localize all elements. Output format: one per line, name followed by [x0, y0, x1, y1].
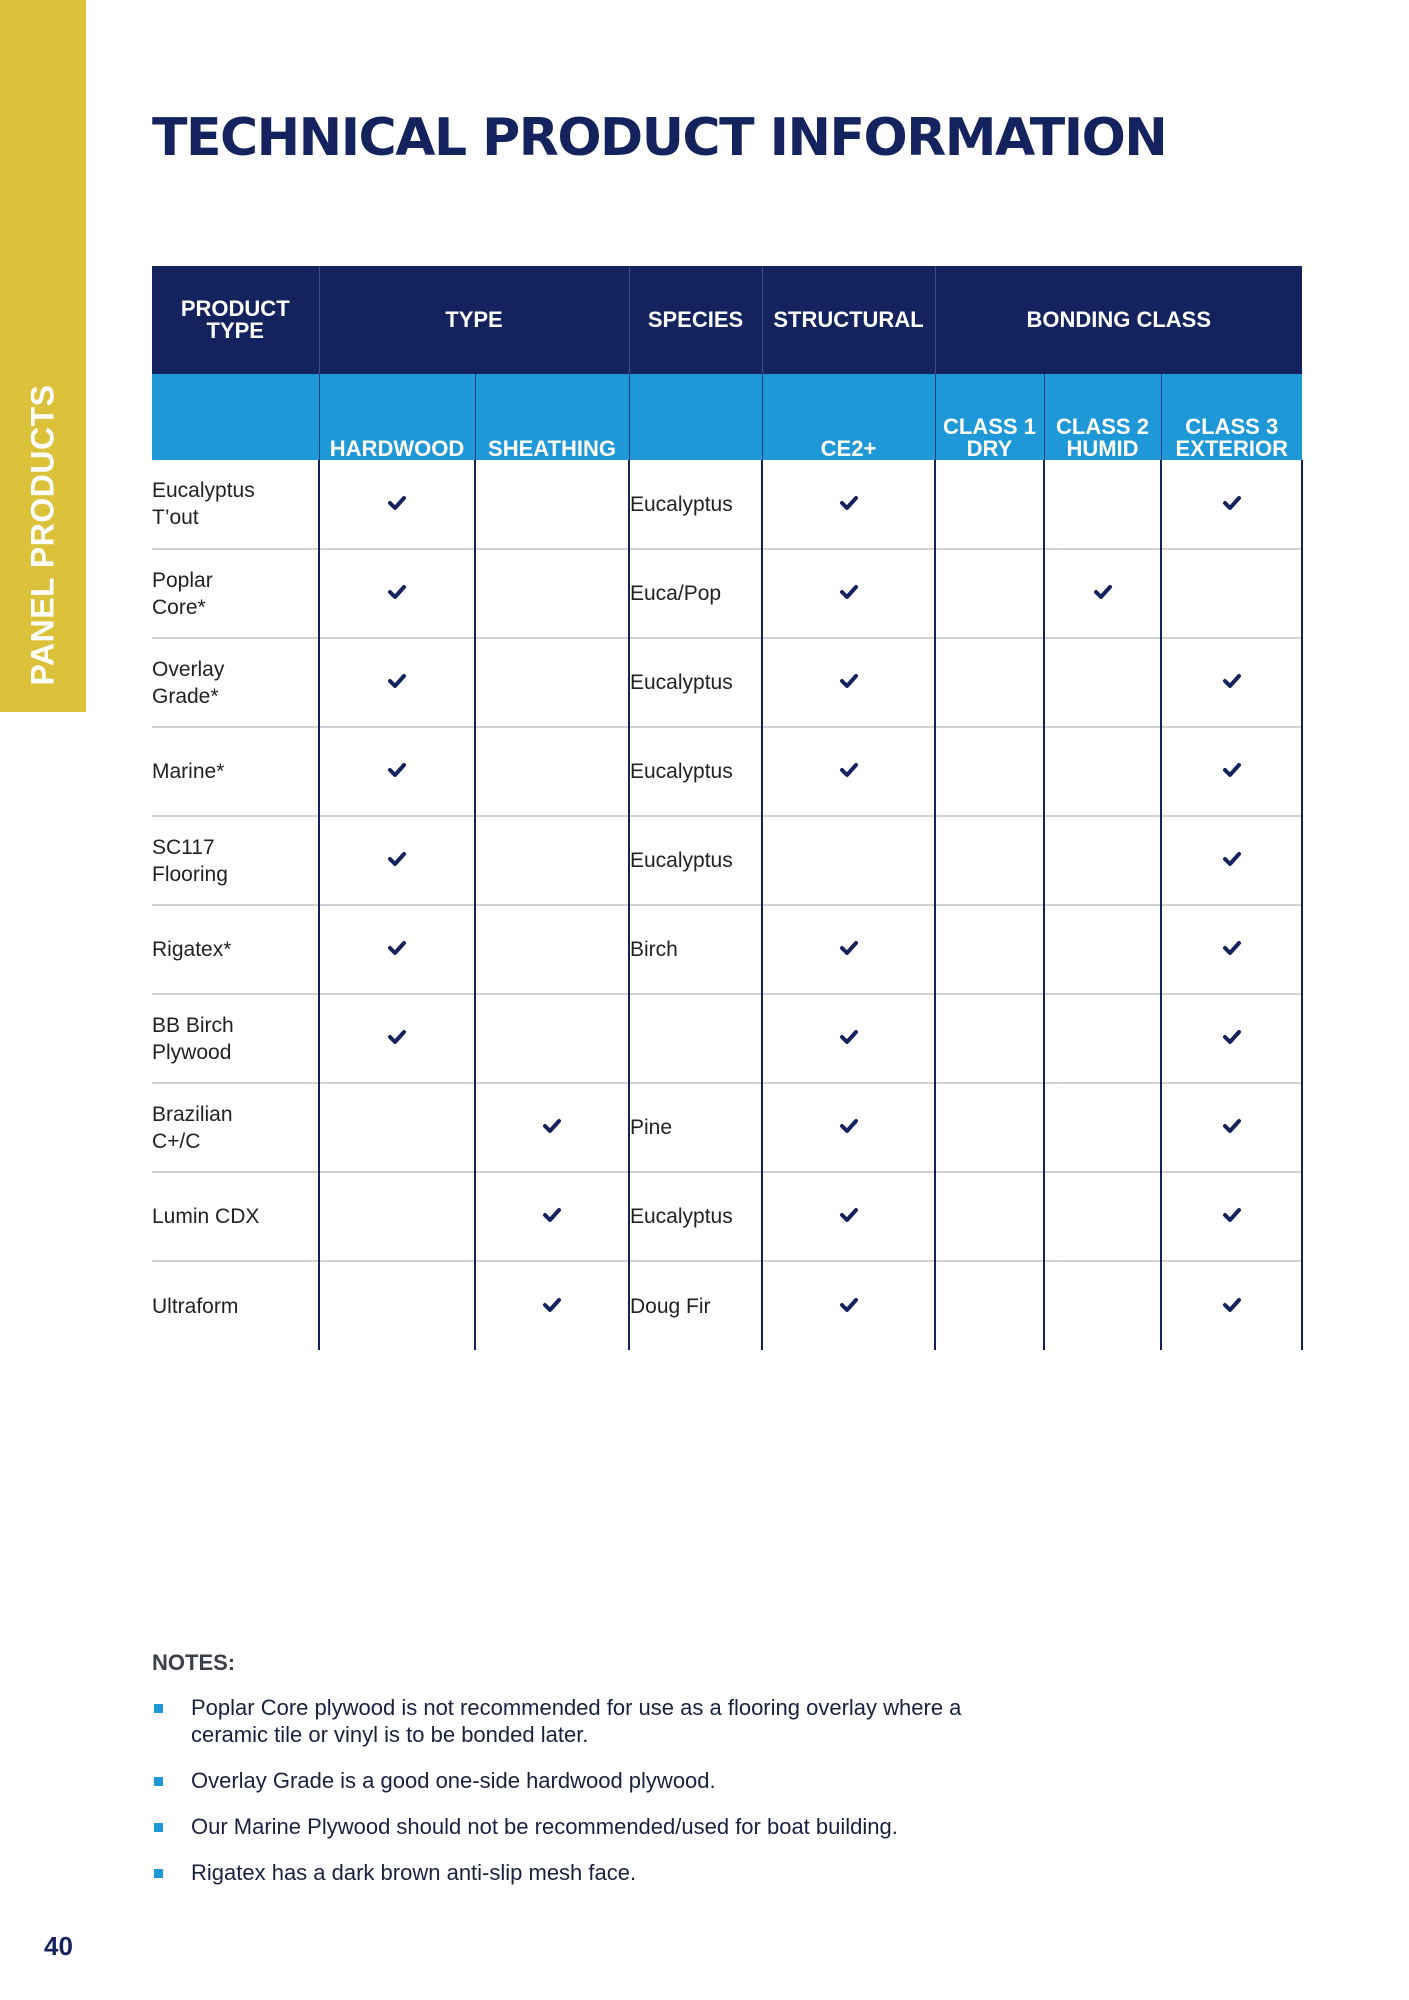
structural-cell: [762, 816, 935, 905]
class1-cell: [935, 460, 1044, 549]
bullet-icon: [154, 1777, 163, 1786]
check-icon: [1222, 938, 1242, 961]
page-number: 40: [44, 1931, 73, 1961]
sheathing-cell: [475, 1261, 629, 1350]
subheader-class3: CLASS 3 EXTERIOR: [1161, 374, 1302, 460]
product-table: [152, 266, 1303, 1350]
table-row: [152, 460, 1302, 549]
table-row: [152, 1083, 1302, 1172]
class1-cell: [935, 1083, 1044, 1172]
class3-cell: [1161, 727, 1302, 816]
class3-cell: [1161, 1172, 1302, 1261]
check-icon: [387, 493, 407, 516]
sheathing-cell: [475, 1172, 629, 1261]
hardwood-cell: [319, 638, 475, 727]
hardwood-cell: [319, 1261, 475, 1350]
class3-cell: [1161, 1083, 1302, 1172]
class3-cell: [1161, 549, 1302, 638]
check-icon: [1222, 1027, 1242, 1050]
hardwood-cell: [319, 994, 475, 1083]
product-name-cell: BB Birch Plywood: [152, 994, 319, 1083]
check-icon: [839, 1027, 859, 1050]
check-icon: [839, 671, 859, 694]
check-icon: [387, 582, 407, 605]
check-icon: [542, 1116, 562, 1139]
class1-cell: [935, 638, 1044, 727]
hardwood-cell: [319, 905, 475, 994]
class2-cell: [1044, 1083, 1161, 1172]
subheader-sheathing: SHEATHING: [475, 374, 629, 460]
table-row: [152, 816, 1302, 905]
header-type: TYPE: [319, 266, 629, 374]
check-icon: [387, 849, 407, 872]
check-icon: [1222, 1295, 1242, 1318]
table-row: [152, 994, 1302, 1083]
class3-cell: [1161, 994, 1302, 1083]
check-icon: [839, 938, 859, 961]
species-cell: Eucalyptus: [629, 816, 762, 905]
header-bonding-class: BONDING CLASS: [935, 266, 1302, 374]
notes-section: [152, 1650, 1052, 1905]
subheader-class2: CLASS 2 HUMID: [1044, 374, 1161, 460]
check-icon: [839, 760, 859, 783]
sheathing-cell: [475, 994, 629, 1083]
check-icon: [387, 1027, 407, 1050]
species-cell: Eucalyptus: [629, 727, 762, 816]
class1-cell: [935, 1261, 1044, 1350]
class3-cell: [1161, 905, 1302, 994]
check-icon: [1222, 1116, 1242, 1139]
check-icon: [839, 1295, 859, 1318]
bullet-icon: [154, 1823, 163, 1832]
class2-cell: [1044, 905, 1161, 994]
note-item: Our Marine Plywood should not be recommended/used for boat building.: [152, 1813, 1052, 1840]
class1-cell: [935, 1172, 1044, 1261]
subheader-hardwood: HARDWOOD: [319, 374, 475, 460]
note-item: Rigatex has a dark brown anti-slip mesh face.: [152, 1859, 1052, 1886]
table-row: [152, 727, 1302, 816]
class2-cell: [1044, 549, 1161, 638]
structural-cell: [762, 638, 935, 727]
table-row: [152, 549, 1302, 638]
hardwood-cell: [319, 1083, 475, 1172]
species-cell: Eucalyptus: [629, 1172, 762, 1261]
sheathing-cell: [475, 905, 629, 994]
structural-cell: [762, 460, 935, 549]
sheathing-cell: [475, 816, 629, 905]
table-row: [152, 905, 1302, 994]
class3-cell: [1161, 460, 1302, 549]
check-icon: [387, 760, 407, 783]
class2-cell: [1044, 816, 1161, 905]
header-structural: STRUCTURAL: [762, 266, 935, 374]
table-row: [152, 1172, 1302, 1261]
product-name-cell: SC117 Flooring: [152, 816, 319, 905]
species-cell: Birch: [629, 905, 762, 994]
class1-cell: [935, 549, 1044, 638]
product-name-cell: Poplar Core*: [152, 549, 319, 638]
species-cell: Eucalyptus: [629, 638, 762, 727]
table-row: [152, 638, 1302, 727]
header-product-type: PRODUCT TYPE: [152, 266, 319, 374]
check-icon: [1222, 760, 1242, 783]
check-icon: [542, 1295, 562, 1318]
species-cell: Euca/Pop: [629, 549, 762, 638]
structural-cell: [762, 994, 935, 1083]
product-name-cell: Overlay Grade*: [152, 638, 319, 727]
check-icon: [1093, 582, 1113, 605]
check-icon: [839, 582, 859, 605]
check-icon: [839, 1205, 859, 1228]
check-icon: [839, 493, 859, 516]
subheader-class1: CLASS 1 DRY: [935, 374, 1044, 460]
sheathing-cell: [475, 460, 629, 549]
class3-cell: [1161, 816, 1302, 905]
check-icon: [1222, 1205, 1242, 1228]
class2-cell: [1044, 638, 1161, 727]
class2-cell: [1044, 1172, 1161, 1261]
hardwood-cell: [319, 1172, 475, 1261]
class1-cell: [935, 994, 1044, 1083]
table-body: [152, 460, 1302, 1350]
check-icon: [387, 671, 407, 694]
class2-cell: [1044, 727, 1161, 816]
hardwood-cell: [319, 460, 475, 549]
class1-cell: [935, 905, 1044, 994]
sheathing-cell: [475, 1083, 629, 1172]
class2-cell: [1044, 460, 1161, 549]
species-cell: Doug Fir: [629, 1261, 762, 1350]
structural-cell: [762, 727, 935, 816]
check-icon: [1222, 671, 1242, 694]
class2-cell: [1044, 994, 1161, 1083]
class2-cell: [1044, 1261, 1161, 1350]
product-name-cell: Lumin CDX: [152, 1172, 319, 1261]
check-icon: [1222, 493, 1242, 516]
sheathing-cell: [475, 549, 629, 638]
structural-cell: [762, 1261, 935, 1350]
bullet-icon: [154, 1869, 163, 1878]
table-row: [152, 1261, 1302, 1350]
subheader-species-empty: [629, 374, 762, 460]
structural-cell: [762, 1172, 935, 1261]
notes-title: NOTES:: [152, 1650, 236, 1675]
product-name-cell: Eucalyptus T’out: [152, 479, 255, 529]
subheader-ce2: CE2+: [762, 374, 935, 460]
hardwood-cell: [319, 549, 475, 638]
structural-cell: [762, 1083, 935, 1172]
check-icon: [1222, 849, 1242, 872]
species-cell: Pine: [629, 1083, 762, 1172]
product-name-cell: Rigatex*: [152, 905, 319, 994]
check-icon: [839, 1116, 859, 1139]
species-cell: [629, 994, 762, 1083]
sheathing-cell: [475, 638, 629, 727]
class1-cell: [935, 816, 1044, 905]
subheader-empty: [152, 374, 319, 460]
hardwood-cell: [319, 727, 475, 816]
structural-cell: [762, 549, 935, 638]
side-tab: [0, 0, 86, 712]
page-title: TECHNICAL PRODUCT INFORMATION: [152, 108, 1167, 168]
product-name-cell: Brazilian C+/C: [152, 1083, 319, 1172]
class1-cell: [935, 727, 1044, 816]
hardwood-cell: [319, 816, 475, 905]
product-name-cell: Ultraform: [152, 1261, 319, 1350]
side-tab-label: PANEL PRODUCTS: [24, 384, 61, 686]
check-icon: [542, 1205, 562, 1228]
species-cell: Eucalyptus: [629, 460, 762, 549]
note-item: Poplar Core plywood is not recommended for use as a flooring overlay where a ceramic tile or vinyl is to be bonded later.: [152, 1694, 1052, 1748]
bullet-icon: [154, 1704, 163, 1713]
sheathing-cell: [475, 727, 629, 816]
check-icon: [387, 938, 407, 961]
structural-cell: [762, 905, 935, 994]
product-name-cell: Marine*: [152, 727, 319, 816]
class3-cell: [1161, 1261, 1302, 1350]
header-species: SPECIES: [629, 266, 762, 374]
note-item: Overlay Grade is a good one-side hardwood plywood.: [152, 1767, 1052, 1794]
class3-cell: [1161, 638, 1302, 727]
